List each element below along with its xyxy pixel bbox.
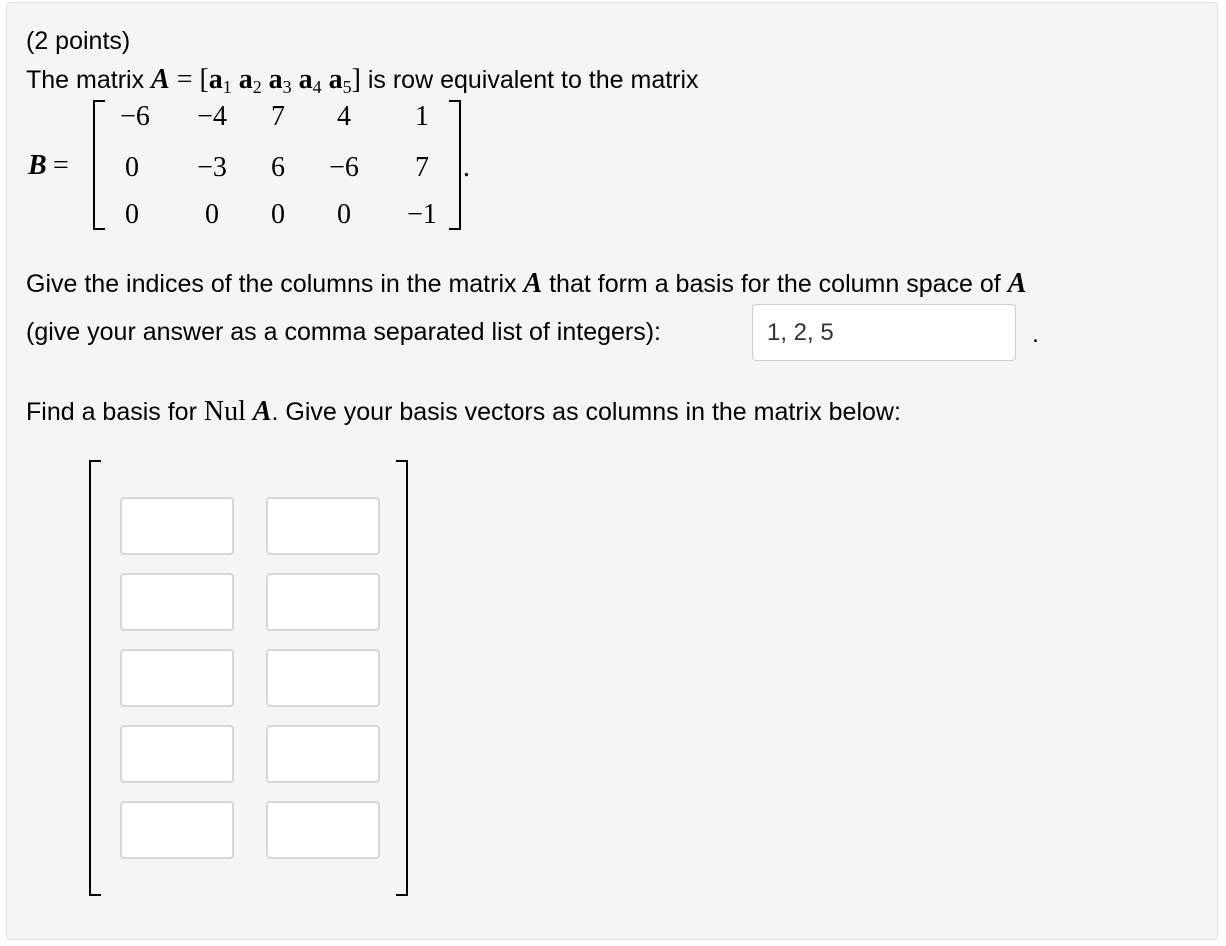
null-basis-input-r2-c1[interactable] <box>120 573 234 631</box>
null-basis-input-r1-c1[interactable] <box>120 497 234 555</box>
matrix-A-symbol: A <box>1007 268 1027 299</box>
q2-text-b: . Give your basis vectors as columns in the matrix below: <box>271 398 901 426</box>
matrix-B-cell: −6 <box>329 152 359 183</box>
matrix-B-cell: 1 <box>415 101 429 132</box>
col-a4: a <box>298 64 313 95</box>
matrix-B-cell: 0 <box>125 199 139 230</box>
null-basis-input-r5-c2[interactable] <box>266 801 380 859</box>
null-matrix-left-bracket <box>89 460 101 896</box>
null-basis-input-r4-c2[interactable] <box>266 725 380 783</box>
question1-line1 <box>26 268 1026 300</box>
matrix-A-symbol: A <box>151 64 170 95</box>
problem-panel <box>6 2 1218 940</box>
col-a5: a <box>328 64 343 95</box>
matrix-B-cell: 7 <box>415 152 429 183</box>
col-a2: a <box>238 64 253 95</box>
matrix-A-symbol: A <box>523 268 543 299</box>
matrix-B-cell: −6 <box>120 101 150 132</box>
statement-tail: is row equivalent to the matrix <box>367 66 699 94</box>
matrix-B-cell: 0 <box>337 199 351 230</box>
null-matrix-right-bracket <box>396 460 408 896</box>
matrix-B-label <box>28 150 69 182</box>
equals-sign: = <box>176 64 193 95</box>
sub-1: 1 <box>222 77 232 97</box>
open-bracket: [ <box>199 64 209 95</box>
question1-line2: (give your answer as a comma separated list of integers): <box>26 318 661 346</box>
matrix-B-cell: −3 <box>197 152 227 183</box>
problem-statement <box>26 64 699 96</box>
q1-text-b: that form a basis for the column space of <box>549 270 1001 298</box>
matrix-B-cell: 0 <box>125 152 139 183</box>
B-equals: = <box>52 150 69 181</box>
B-symbol: B <box>28 150 47 181</box>
matrix-B-cell: 0 <box>205 199 219 230</box>
null-basis-input-r3-c1[interactable] <box>120 649 234 707</box>
q2-text-a: Find a basis for <box>26 398 197 426</box>
null-basis-input-r2-c2[interactable] <box>266 573 380 631</box>
matrix-B-cell: 4 <box>337 101 351 132</box>
col-a1: a <box>208 64 223 95</box>
null-basis-input-r5-c1[interactable] <box>120 801 234 859</box>
sub-3: 3 <box>282 77 292 97</box>
matrix-B-period: . <box>463 152 470 183</box>
q1-text-a: Give the indices of the columns in the matrix <box>26 270 517 298</box>
matrix-B-cell: 0 <box>271 199 285 230</box>
matrix-A-symbol: A <box>252 396 272 427</box>
close-bracket: ] <box>351 64 361 95</box>
sub-5: 5 <box>342 77 352 97</box>
matrix-B-cell: −1 <box>407 199 437 230</box>
col-a3: a <box>268 64 283 95</box>
question2-text <box>26 396 901 428</box>
sub-2: 2 <box>252 77 262 97</box>
matrix-B-cell: 7 <box>271 101 285 132</box>
q1-period: . <box>1032 320 1039 348</box>
statement-intro: The matrix <box>26 66 145 94</box>
column-indices-input[interactable] <box>752 304 1016 361</box>
matrix-B-cell: 6 <box>271 152 285 183</box>
null-basis-input-r3-c2[interactable] <box>266 649 380 707</box>
matrix-B-cell: −4 <box>197 101 227 132</box>
nul-label: Nul <box>203 396 246 427</box>
sub-4: 4 <box>312 77 322 97</box>
null-basis-input-r4-c1[interactable] <box>120 725 234 783</box>
null-basis-input-r1-c2[interactable] <box>266 497 380 555</box>
points-label: (2 points) <box>26 27 131 55</box>
